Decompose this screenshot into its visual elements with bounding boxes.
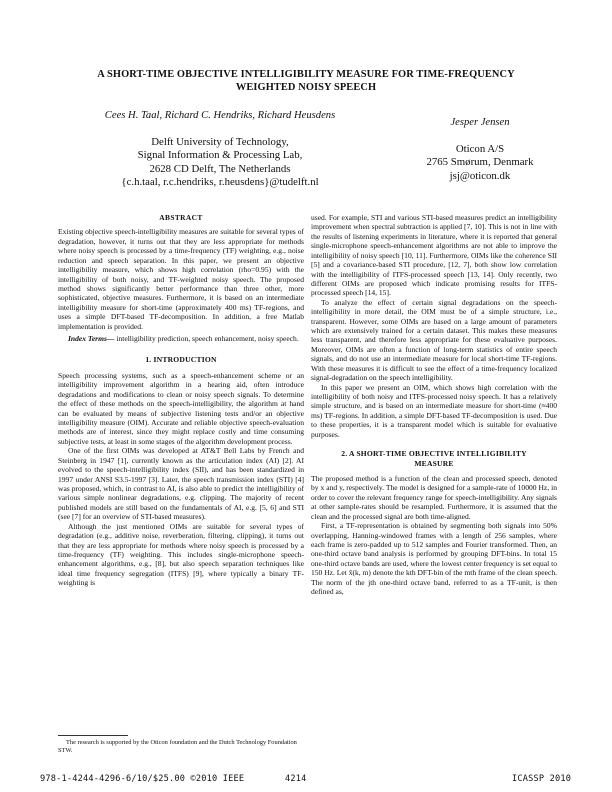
affiliation-right-line: Oticon A/S (455, 143, 505, 155)
affiliation-left-line: Delft University of Technology, (151, 136, 289, 148)
affiliation-left-line: 2628 CD Delft, The Netherlands (149, 162, 291, 175)
affiliation-right (400, 143, 560, 183)
title-line-2: WEIGHTED NOISY SPEECH (235, 82, 377, 93)
left-column (58, 213, 304, 588)
paper-title (40, 68, 572, 94)
abstract-text: Existing objective speech-intelligibility measures are suitable for several types of degradation, however, it turns out that they are less appropriate for methods where noisy speech is processed by a time-frequency (TF) weighting, e.g., noise reduction and speech separation. In this paper, we present an objective intelligibility measure, which shows high correlation (rho=0.95) with the intelligibility of both noisy, and TF-weighted noisy speech. The proposed method shows significantly better performance than three other, more sophisticated, objective measures. Furthermore, it is based on an intermediate intelligibility measure for short-time (approximately 400 ms) TF-regions, and uses a simple DFT-based TF-decomposition. In addition, a free Matlab implementation is provided. (58, 227, 304, 331)
index-terms-label: Index Terms— (68, 334, 115, 344)
section-2-paragraph: The proposed method is a function of the clean and processed speech, denoted by x and y, respectively. The model is designed for a sample-rate of 10000 Hz, in order to cover the relevant frequency range for speech-intelligibility. Any signals at other sample-rates should be resampled. Furthermore, it is assumed that the clean and the processed signal are both time-aligned. (311, 473, 557, 521)
section-1-paragraph: Speech processing systems, such as a speech-enhancement scheme or an intelligibility improvement algorithm in a hearing aid, often introduce degradations and modifications to clean or noisy speech signals. To determine the effect of these methods on the speech-intelligibility, the algorithm at hand can be evaluated by means of subjective listening tests and/or an objective intelligibility measure (OIM). Accurate and reliable objective speech-evaluation methods are of interest, since they might replace costly and time consuming subjective tests, at least in some stages of the algorithm development process. (58, 370, 304, 446)
footer-conference: ICASSP 2010 (512, 774, 572, 784)
authors-left: Cees H. Taal, Richard C. Hendriks, Richard Heusdens (104, 110, 336, 121)
right-column (311, 213, 557, 596)
section-1-heading: 1. INTRODUCTION (145, 355, 217, 365)
footer-copyright: 978-1-4244-4296-6/10/$25.00 ©2010 IEEE (40, 774, 245, 784)
abstract-heading: ABSTRACT (159, 213, 203, 222)
authors-right: Jesper Jensen (450, 117, 510, 128)
footnote-divider (58, 735, 128, 736)
footer-page-number: 4214 (285, 774, 307, 784)
index-terms-text: intelligibility prediction, speech enhancement, noisy speech. (114, 334, 299, 344)
section-2-heading-line-2: MEASURE (414, 458, 454, 468)
section-2-heading-line-1: 2. A SHORT-TIME OBJECTIVE INTELLIGIBILITY (341, 449, 527, 459)
title-line-1: A SHORT-TIME OBJECTIVE INTELLIGIBILITY MEASURE FOR TIME-FREQUENCY (97, 69, 515, 80)
section-2-paragraph: First, a TF-representation is obtained by segmenting both signals into 50% overlapping, Hanning-windowed frames with a length of 256 samples, where each frame is zero-padded up to 512 samples and Fourier transformed. Then, an one-third octave band analysis is performed by grouping DFT-bins. In total 15 one-third octave bands are used, where the lowest center frequency is set equal to 150 Hz. Let x̂(k, m) denote the kth DFT-bin of the mth frame of the clean speech. The norm of the jth one-third octave band, referred to as a TF-unit, is then defined as, (311, 521, 558, 597)
section-1-paragraph: In this paper we present an OIM, which shows high correlation with the intelligibility of both noisy and ITFS-processed noisy speech. It has a relatively simple structure, and is based on an intermediate measure for short-time (≈400 ms) TF-regions. In addition, a simple DFT-based TF-decomposition is used. Due to these properties, it is a transparent model which is suitable for evaluative purposes. (311, 382, 557, 439)
affiliation-left-line: Signal Information & Processing Lab, (137, 149, 303, 162)
section-1-paragraph: used. For example, STI and various STI-based measures predict an intelligibility improvement when spectral subtraction is applied [7, 10]. This is not in line with the results of listening experiments in literature, where it is reported that general single-microphone speech-enhancement algorithms are not able to improve the intelligibility of noisy speech [10, 11]. Furthermore, OIMs like the coherence SII [5] and a covariance-based STI procedure, [12, 7], both show low correlation with the intelligibility of ITFS-processed speech [13, 14]. Only recently, two different OIMs are proposed which indicate promising results for ITFS-processed speech [14, 15]. (311, 213, 557, 298)
affiliation-left-email: {c.h.taal, r.c.hendriks, r.heusdens}@tudelft.nl (121, 176, 319, 189)
section-2-heading (311, 449, 557, 468)
section-1-paragraph: Although the just mentioned OIMs are suitable for several types of degradation (e.g., additive noise, reverberation, filtering, clipping), it turns out that they are less appropriate for methods where noisy speech is processed by a time-frequency (TF) weighting. This includes single-microphone speech-enhancement algorithms, e.g., [8], but also speech separation techniques like ideal time frequency segregation (ITFS) [9], where typically a binary TF-weighting is (58, 521, 304, 588)
index-terms (58, 334, 304, 343)
affiliation-right-email: jsj@oticon.dk (449, 169, 511, 182)
footnote: The research is supported by the Oticon foundation and the Dutch Technology Foundation STW. (58, 739, 297, 755)
section-1-paragraph: To analyze the effect of certain signal degradations on the speech-intelligibility in more detail, the OIM must be of a simple structure, i.e., transparent. However, some OIMs are based on a large amount of parameters which are extensively trained for a certain dataset. This makes these measures less transparent, and therefore less appropriate for these evaluative purposes. Moreover, OIMs are often a function of long-term statistics of entire speech signals, and do not use an intermediate measure for local short-time TF-regions. With these measures it is difficult to see the effect of a time-frequency localized signal-degradation on the speech intelligibility. (311, 297, 557, 383)
affiliation-right-line: 2765 Smørum, Denmark (426, 156, 534, 169)
section-1-paragraph: One of the first OIMs was developed at AT&T Bell Labs by French and Steinberg in 1947 [1], currently known as the articulation index (AI) [2]. AI evolved to the speech-intelligibility index (SII), and has been standardized in 1997 under ANSI S3.5-1997 [3]. Later, the speech transmission index (STI) [4] was proposed, which, in contrast to AI, is also able to predict the intelligibility of various simple nonlinear degradations, e.g. clipping. The majority of recent published models are still based on the fundamentals of AI, e.g. [5, 6] and STI (see [7] for an overview of STI-based measures). (58, 446, 304, 522)
affiliation-left (60, 136, 380, 190)
